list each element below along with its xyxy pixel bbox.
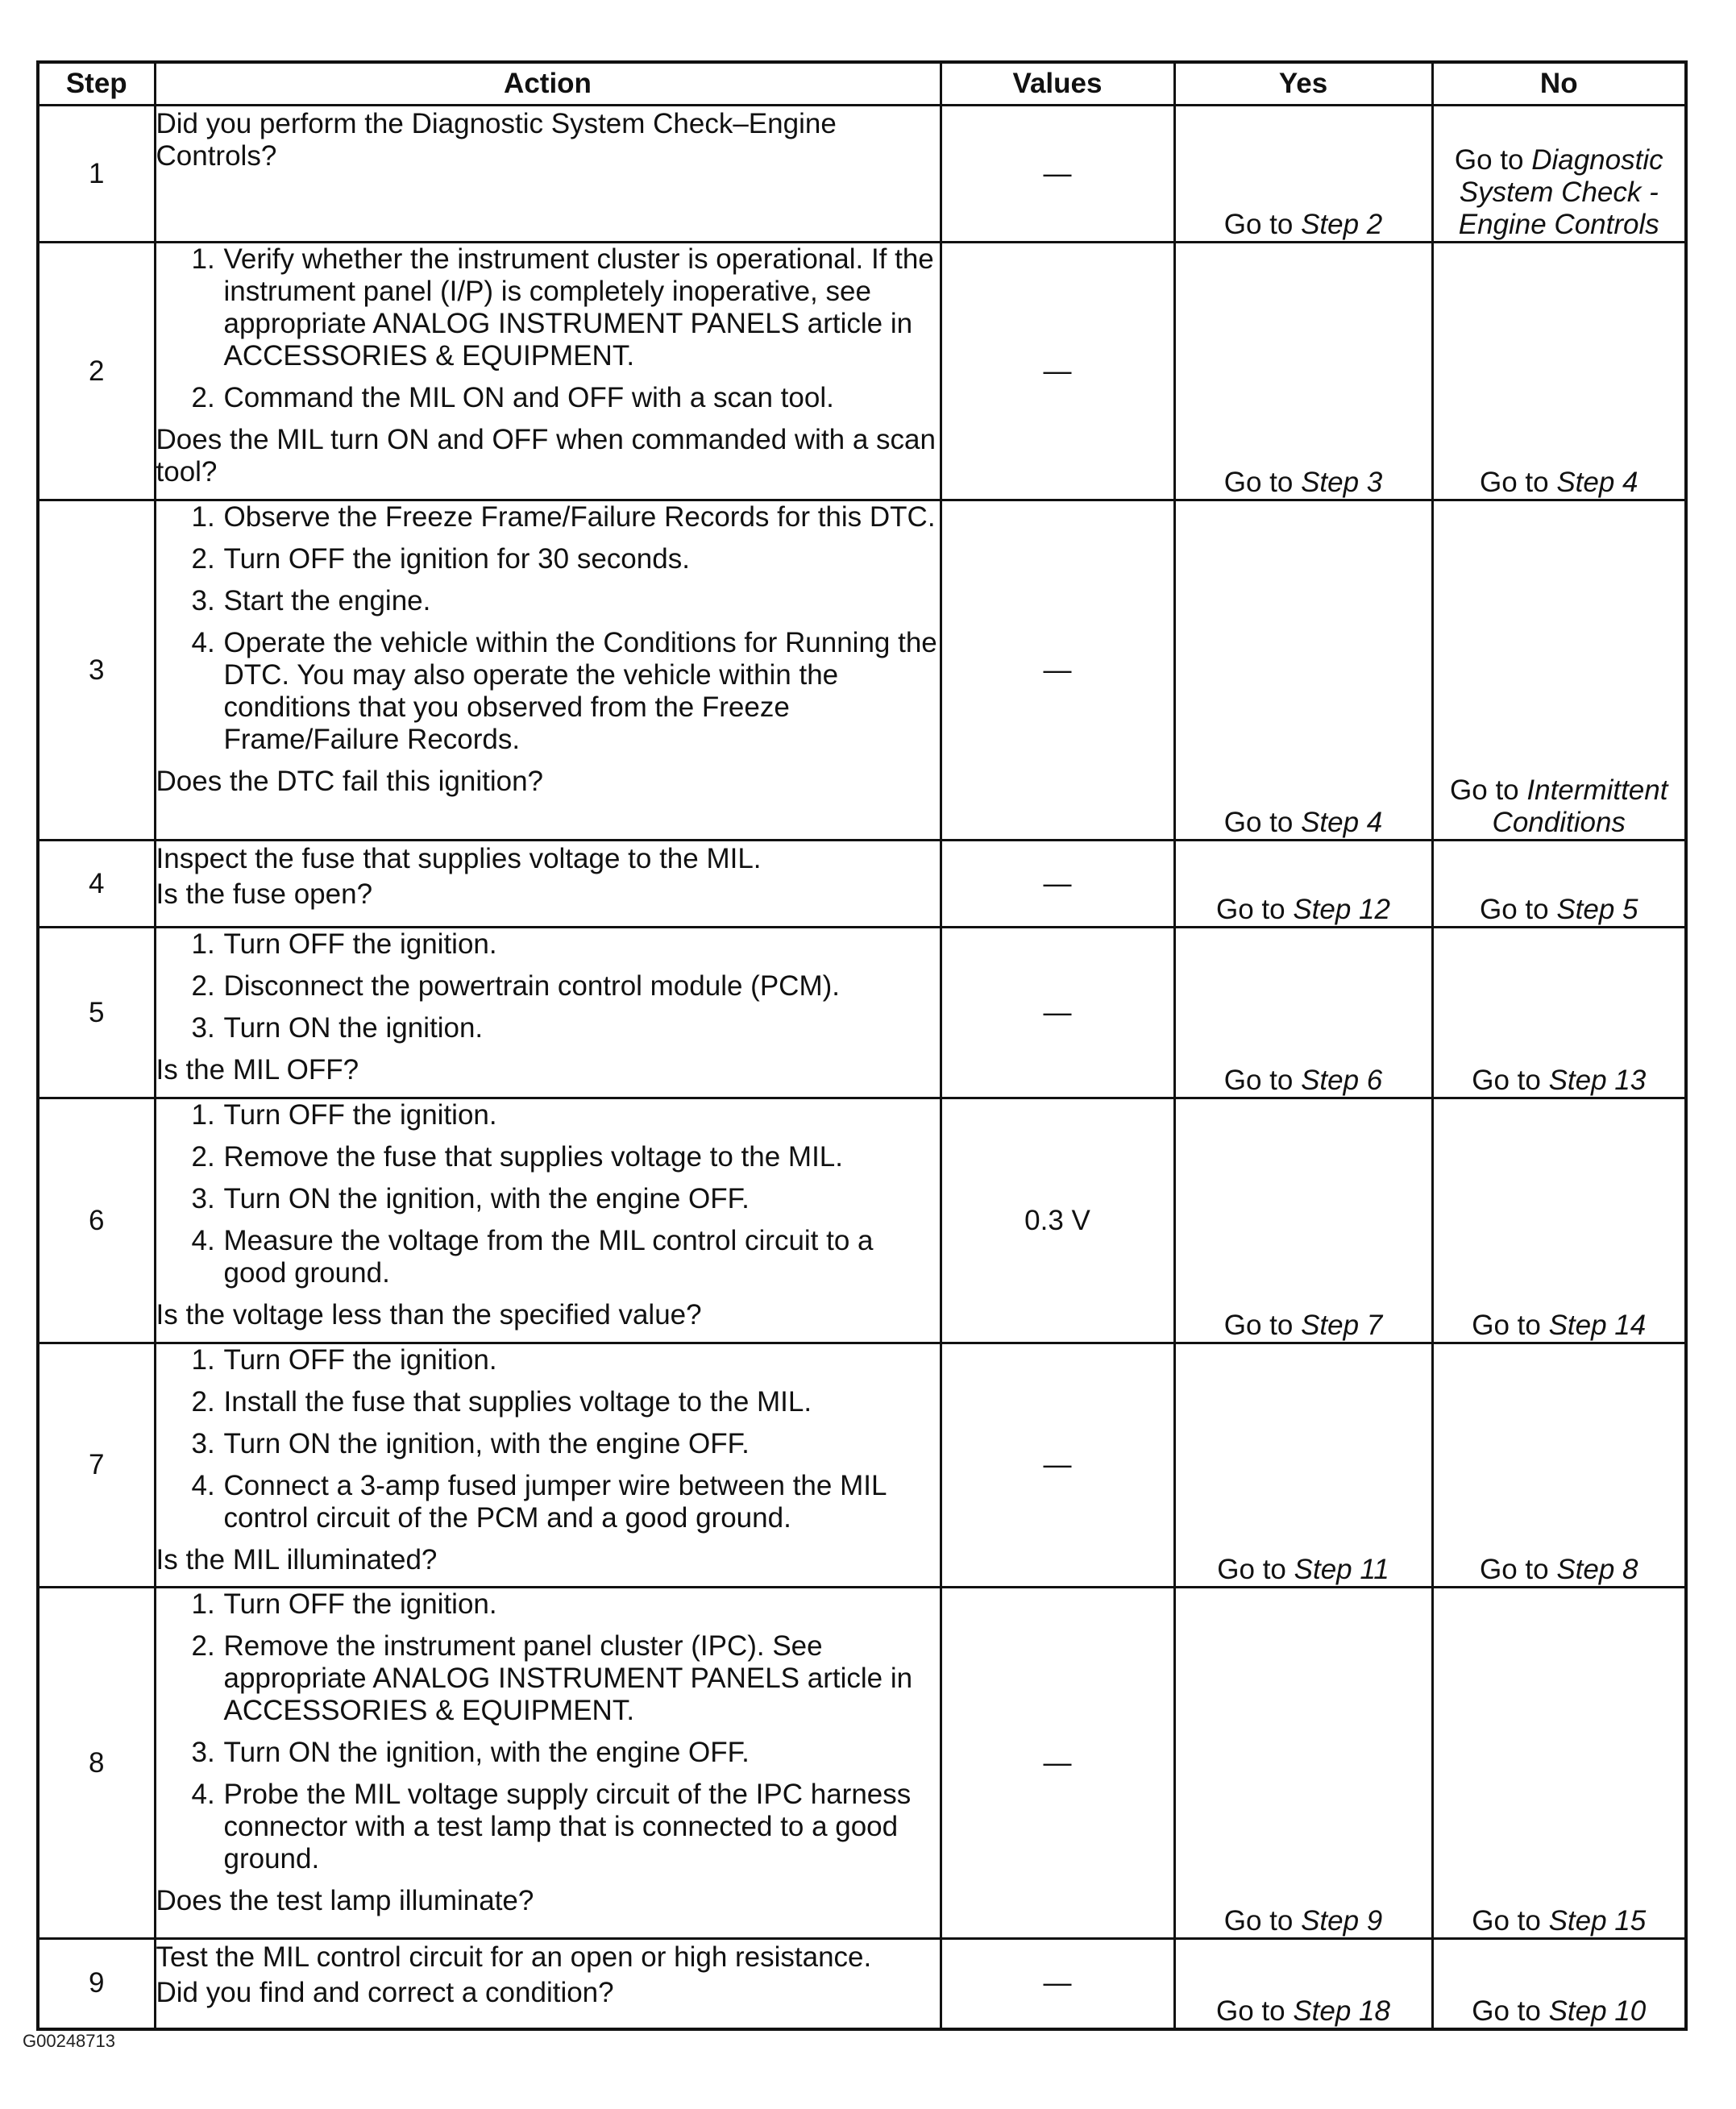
step-number: 3 bbox=[38, 500, 155, 841]
action-substeps bbox=[156, 1099, 940, 1289]
diagnostic-table bbox=[36, 60, 1688, 2031]
yes-cell bbox=[1174, 1098, 1432, 1343]
yes-prefix: Go to bbox=[1223, 467, 1302, 498]
no-cell bbox=[1432, 1588, 1686, 1939]
list-item-number: 2. bbox=[191, 382, 215, 413]
action-cell bbox=[155, 841, 941, 928]
list-item bbox=[192, 1588, 940, 1621]
list-item bbox=[192, 970, 940, 1003]
yes-target-link[interactable]: Step 18 bbox=[1293, 1995, 1390, 2027]
list-item-text: Remove the fuse that supplies voltage to the MIL. bbox=[223, 1141, 843, 1173]
values-cell: — bbox=[941, 243, 1174, 500]
list-item-number: 1. bbox=[191, 1588, 215, 1620]
step-number: 6 bbox=[38, 1098, 155, 1343]
list-item bbox=[192, 543, 940, 575]
list-item bbox=[192, 1737, 940, 1769]
list-item-number: 2. bbox=[191, 1630, 215, 1662]
values-cell: — bbox=[941, 106, 1174, 243]
list-item-number: 4. bbox=[191, 1470, 215, 1501]
list-item-text: Remove the instrument panel cluster (IPC). See appropriate ANALOG INSTRUMENT PANELS article in ACCESSORIES & EQUIPMENT. bbox=[223, 1630, 913, 1726]
list-item-text: Turn OFF the ignition. bbox=[223, 1099, 497, 1131]
values-cell: — bbox=[941, 1588, 1174, 1939]
values-cell: — bbox=[941, 1939, 1174, 2029]
list-item bbox=[192, 928, 940, 961]
yes-prefix: Go to bbox=[1216, 1995, 1294, 2027]
action-question: Is the MIL illuminated? bbox=[156, 1544, 438, 1576]
action-cell bbox=[155, 1939, 941, 2029]
list-item-text: Turn OFF the ignition. bbox=[223, 928, 497, 960]
yes-prefix: Go to bbox=[1223, 1905, 1302, 1937]
action-cell bbox=[155, 106, 941, 243]
list-item-text: Turn OFF the ignition. bbox=[223, 1588, 497, 1620]
action-cell bbox=[155, 1588, 941, 1939]
table-body bbox=[38, 106, 1686, 2029]
yes-target-link[interactable]: Step 6 bbox=[1301, 1065, 1383, 1096]
list-item-text: Command the MIL ON and OFF with a scan tool. bbox=[223, 382, 834, 413]
table-row bbox=[38, 243, 1686, 500]
values-cell: — bbox=[941, 1343, 1174, 1588]
yes-cell bbox=[1174, 928, 1432, 1098]
list-item bbox=[192, 1428, 940, 1460]
list-item-number: 1. bbox=[191, 243, 215, 275]
table-row bbox=[38, 1098, 1686, 1343]
list-item-number: 1. bbox=[191, 928, 215, 960]
list-item bbox=[192, 243, 940, 372]
yes-cell bbox=[1174, 500, 1432, 841]
no-cell bbox=[1432, 1098, 1686, 1343]
action-intro: Test the MIL control circuit for an open or high resistance. bbox=[156, 1941, 872, 1973]
table-row bbox=[38, 841, 1686, 928]
table-row bbox=[38, 500, 1686, 841]
no-target-link[interactable]: Intermittent Conditions bbox=[1492, 774, 1668, 838]
yes-prefix: Go to bbox=[1223, 1065, 1302, 1096]
list-item-text: Turn ON the ignition, with the engine OFF. bbox=[223, 1428, 750, 1459]
list-item bbox=[192, 1630, 940, 1727]
list-item bbox=[192, 1344, 940, 1376]
list-item-text: Turn OFF the ignition for 30 seconds. bbox=[223, 543, 690, 575]
action-question: Is the voltage less than the specified value? bbox=[156, 1299, 702, 1331]
no-prefix: Go to bbox=[1479, 894, 1557, 925]
figure-id: G00248713 bbox=[23, 2031, 115, 2051]
action-substeps bbox=[156, 1344, 940, 1534]
list-item-number: 1. bbox=[191, 501, 215, 533]
action-cell bbox=[155, 1098, 941, 1343]
yes-target-link[interactable]: Step 4 bbox=[1301, 807, 1383, 838]
no-target-link[interactable]: Step 14 bbox=[1548, 1310, 1647, 1341]
no-cell bbox=[1432, 106, 1686, 243]
action-question: Does the DTC fail this ignition? bbox=[156, 766, 543, 797]
list-item-text: Turn OFF the ignition. bbox=[223, 1344, 497, 1376]
no-prefix: Go to bbox=[1472, 1905, 1549, 1937]
action-intro: Did you perform the Diagnostic System Check–Engine Controls? bbox=[156, 108, 837, 172]
yes-prefix: Go to bbox=[1223, 209, 1302, 240]
table-row bbox=[38, 1343, 1686, 1588]
no-cell bbox=[1432, 841, 1686, 928]
yes-target-link[interactable]: Step 11 bbox=[1294, 1554, 1389, 1585]
list-item-number: 3. bbox=[191, 1737, 215, 1768]
no-prefix: Go to bbox=[1472, 1065, 1549, 1096]
list-item-text: Install the fuse that supplies voltage to the MIL. bbox=[223, 1386, 812, 1418]
no-target-link[interactable]: Step 15 bbox=[1548, 1905, 1647, 1937]
no-prefix: Go to bbox=[1479, 467, 1557, 498]
action-substeps bbox=[156, 1588, 940, 1875]
list-item-number: 1. bbox=[191, 1344, 215, 1376]
list-item bbox=[192, 585, 940, 617]
table-row bbox=[38, 106, 1686, 243]
list-item bbox=[192, 1099, 940, 1131]
action-question: Does the test lamp illuminate? bbox=[156, 1885, 534, 1916]
yes-target-link[interactable]: Step 12 bbox=[1293, 894, 1390, 925]
action-question: Did you find and correct a condition? bbox=[156, 1977, 614, 2008]
header-row bbox=[38, 62, 1686, 106]
list-item-number: 1. bbox=[191, 1099, 215, 1131]
yes-cell bbox=[1174, 1588, 1432, 1939]
yes-cell bbox=[1174, 1939, 1432, 2029]
list-item bbox=[192, 501, 940, 533]
list-item-number: 4. bbox=[191, 1225, 215, 1256]
no-target-link[interactable]: Step 13 bbox=[1548, 1065, 1647, 1096]
list-item-text: Measure the voltage from the MIL control circuit to a good ground. bbox=[223, 1225, 874, 1289]
no-cell bbox=[1432, 1939, 1686, 2029]
action-intro: Inspect the fuse that supplies voltage to the MIL. bbox=[156, 843, 762, 874]
no-cell bbox=[1432, 500, 1686, 841]
list-item bbox=[192, 1183, 940, 1215]
action-question: Is the MIL OFF? bbox=[156, 1054, 359, 1086]
no-prefix: Go to bbox=[1479, 1554, 1557, 1585]
action-substeps bbox=[156, 928, 940, 1044]
list-item bbox=[192, 1141, 940, 1173]
step-number: 7 bbox=[38, 1343, 155, 1588]
list-item-text: Operate the vehicle within the Conditions for Running the DTC. You may also operate the vehicle within the conditions that you observed from the Freeze Frame/Failure Records. bbox=[223, 627, 937, 755]
header-yes: Yes bbox=[1174, 62, 1432, 106]
table-row bbox=[38, 1939, 1686, 2029]
values-cell: — bbox=[941, 928, 1174, 1098]
action-cell bbox=[155, 243, 941, 500]
header-step: Step bbox=[38, 62, 155, 106]
no-target-link[interactable]: Step 10 bbox=[1548, 1995, 1647, 2027]
no-prefix: Go to bbox=[1450, 774, 1527, 806]
action-cell bbox=[155, 500, 941, 841]
action-question: Does the MIL turn ON and OFF when commanded with a scan tool? bbox=[156, 424, 936, 488]
list-item-number: 3. bbox=[191, 1428, 215, 1459]
list-item-text: Disconnect the powertrain control module (PCM). bbox=[223, 970, 840, 1002]
no-cell bbox=[1432, 1343, 1686, 1588]
values-cell: — bbox=[941, 841, 1174, 928]
yes-prefix: Go to bbox=[1223, 1310, 1302, 1341]
yes-cell bbox=[1174, 106, 1432, 243]
list-item bbox=[192, 627, 940, 756]
yes-prefix: Go to bbox=[1217, 1554, 1294, 1585]
list-item-text: Verify whether the instrument cluster is operational. If the instrument panel (I/P) is completely inoperative, see appropriate ANALOG INSTRUMENT PANELS article in ACCESSORIES & EQUIPMENT. bbox=[223, 243, 934, 372]
action-cell bbox=[155, 928, 941, 1098]
list-item-number: 2. bbox=[191, 543, 215, 575]
step-number: 5 bbox=[38, 928, 155, 1098]
yes-prefix: Go to bbox=[1216, 894, 1294, 925]
step-number: 1 bbox=[38, 106, 155, 243]
list-item bbox=[192, 1012, 940, 1044]
action-cell bbox=[155, 1343, 941, 1588]
list-item bbox=[192, 382, 940, 414]
list-item-number: 2. bbox=[191, 1386, 215, 1418]
action-substeps bbox=[156, 243, 940, 414]
list-item bbox=[192, 1779, 940, 1875]
no-target-link[interactable]: Diagnostic System Check - Engine Controls bbox=[1458, 144, 1663, 240]
table-row bbox=[38, 1588, 1686, 1939]
list-item-number: 2. bbox=[191, 1141, 215, 1173]
list-item-text: Start the engine. bbox=[223, 585, 431, 617]
yes-target-link[interactable]: Step 9 bbox=[1301, 1905, 1383, 1937]
yes-cell bbox=[1174, 243, 1432, 500]
list-item bbox=[192, 1470, 940, 1534]
values-cell: 0.3 V bbox=[941, 1098, 1174, 1343]
yes-prefix: Go to bbox=[1223, 807, 1302, 838]
list-item-number: 3. bbox=[191, 585, 215, 617]
step-number: 2 bbox=[38, 243, 155, 500]
no-target-link[interactable]: Step 8 bbox=[1556, 1554, 1638, 1585]
list-item-number: 3. bbox=[191, 1183, 215, 1214]
list-item-text: Turn ON the ignition, with the engine OFF. bbox=[223, 1737, 750, 1768]
list-item-text: Connect a 3-amp fused jumper wire between the MIL control circuit of the PCM and a good ground. bbox=[223, 1470, 887, 1534]
yes-target-link[interactable]: Step 7 bbox=[1301, 1310, 1383, 1341]
no-cell bbox=[1432, 928, 1686, 1098]
list-item-text: Observe the Freeze Frame/Failure Records for this DTC. bbox=[223, 501, 936, 533]
no-prefix: Go to bbox=[1454, 144, 1532, 176]
yes-target-link[interactable]: Step 2 bbox=[1301, 209, 1383, 240]
list-item bbox=[192, 1225, 940, 1289]
list-item-number: 4. bbox=[191, 1779, 215, 1810]
table-row bbox=[38, 928, 1686, 1098]
no-cell bbox=[1432, 243, 1686, 500]
no-prefix: Go to bbox=[1472, 1310, 1549, 1341]
values-cell: — bbox=[941, 500, 1174, 841]
yes-cell bbox=[1174, 841, 1432, 928]
list-item-text: Probe the MIL voltage supply circuit of the IPC harness connector with a test lamp that is connected to a good ground. bbox=[223, 1779, 912, 1874]
action-substeps bbox=[156, 501, 940, 756]
list-item-text: Turn ON the ignition, with the engine OFF. bbox=[223, 1183, 750, 1214]
step-number: 4 bbox=[38, 841, 155, 928]
action-question: Is the fuse open? bbox=[156, 878, 373, 910]
no-prefix: Go to bbox=[1472, 1995, 1549, 2027]
yes-target-link[interactable]: Step 3 bbox=[1301, 467, 1383, 498]
list-item-number: 4. bbox=[191, 627, 215, 658]
yes-cell bbox=[1174, 1343, 1432, 1588]
header-action: Action bbox=[155, 62, 941, 106]
step-number: 9 bbox=[38, 1939, 155, 2029]
list-item bbox=[192, 1386, 940, 1418]
no-target-link[interactable]: Step 5 bbox=[1556, 894, 1638, 925]
list-item-number: 3. bbox=[191, 1012, 215, 1044]
step-number: 8 bbox=[38, 1588, 155, 1939]
no-target-link[interactable]: Step 4 bbox=[1556, 467, 1638, 498]
header-values: Values bbox=[941, 62, 1174, 106]
list-item-text: Turn ON the ignition. bbox=[223, 1012, 484, 1044]
header-no: No bbox=[1432, 62, 1686, 106]
list-item-number: 2. bbox=[191, 970, 215, 1002]
